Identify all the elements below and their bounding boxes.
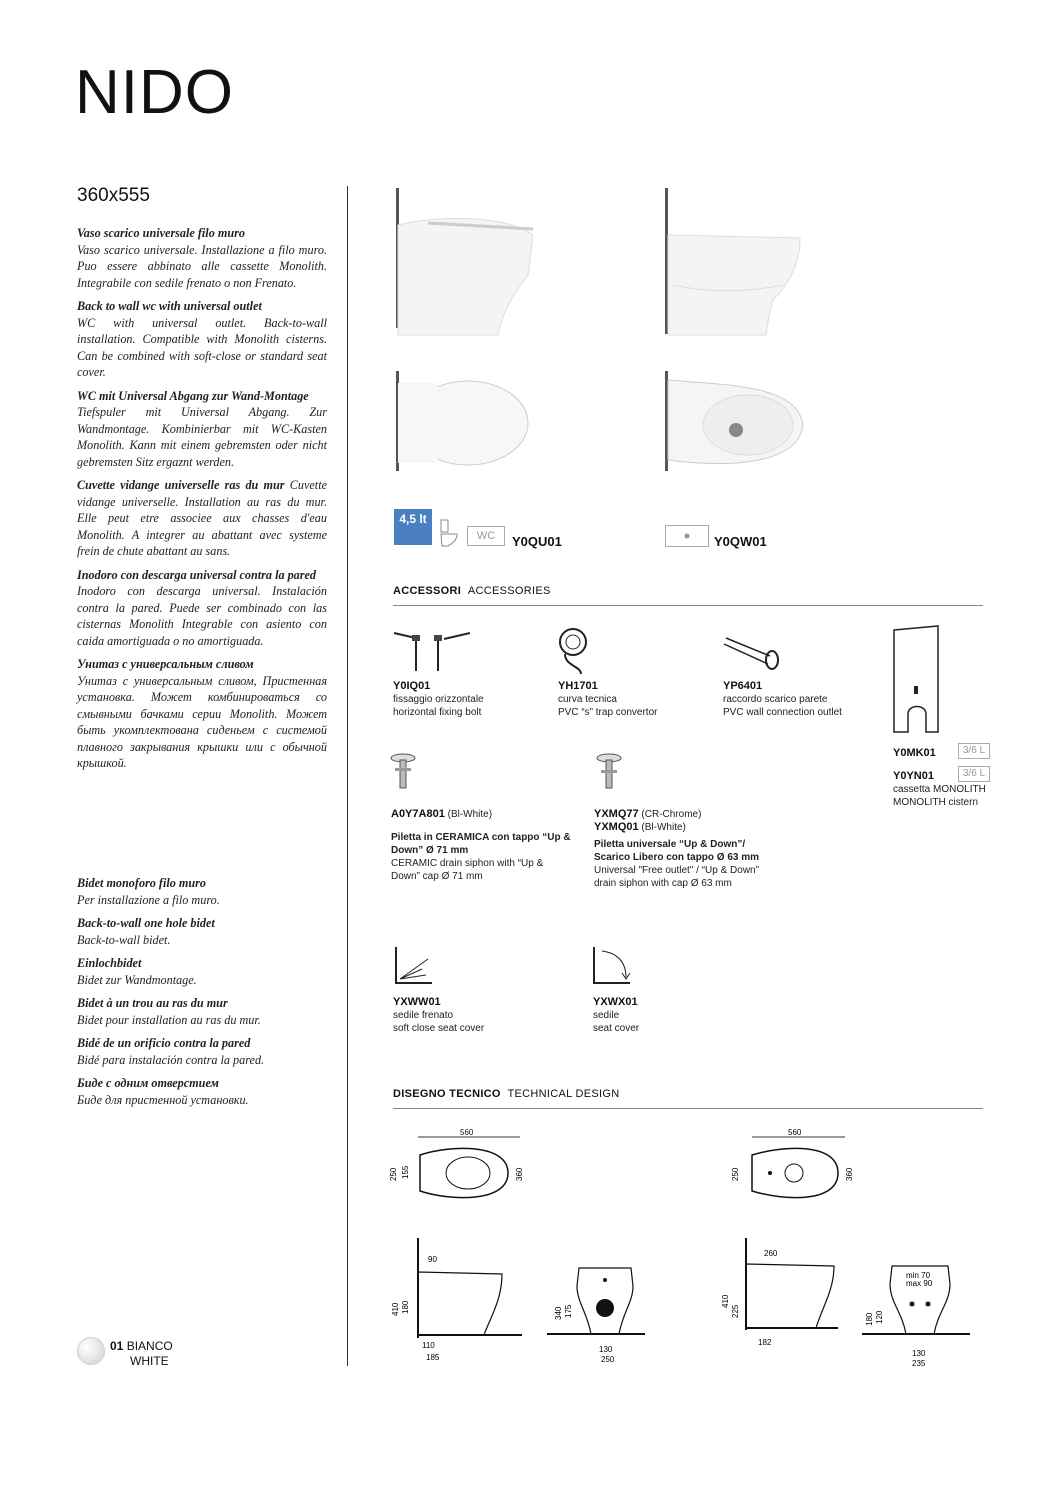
desc-fr: Cuvette vidange universelle ras du mur Cuvette vidange universelle. Installation au ras du mur. Elle peut etre associee aux chasses d'eau Monolith. A integrer au abattant avec systeme frein de chute abattant au sans. (77, 478, 327, 558)
svg-text:410: 410 (721, 1294, 730, 1308)
bidet-side-elevation (722, 1238, 842, 1353)
bdesc-de: Einlochbidet Bidet zur Wandmontage. (77, 956, 197, 987)
svg-text:120: 120 (875, 1310, 884, 1324)
svg-text:155: 155 (401, 1165, 410, 1179)
wall-outlet-icon (722, 630, 782, 672)
svg-text:410: 410 (391, 1302, 400, 1316)
hole-icon (666, 526, 708, 546)
svg-text:min 70: min 70 (906, 1271, 931, 1280)
bdesc-es: Bidé de un orificio contra la pared Bidé para instalación contra la pared. (77, 1036, 265, 1067)
wc-front-elevation (547, 1262, 647, 1362)
wc-code: Y0QU01 (512, 534, 562, 549)
bidet-plan-drawing (730, 1125, 860, 1210)
desc-ru: Унитаз с универсальным сливом Унитаз с универсальным сливом, Пристенная установка. Может комбинироваться со смывными бачками серии Monolith. Может быть укомплектована сиденьем с системой плавного закрывания крышки или с обычной крышкой. (77, 657, 327, 770)
accessory-YXMQ77: YXMQ77 (CR-Chrome) YXMQ01 (Bl-White) Piletta universale “Up & Down”/ Scarico Libero con tappo Ø 63 mm Universal "Free outlet" / “Up & Down” drain siphon with cap Ø 63 mm (594, 808, 760, 889)
svg-text:360: 360 (515, 1167, 524, 1181)
desc-de: WC mit Universal Abgang zur Wand-Montage Tiefspuler mit Universal Abgang. Zur Wandmontage. Kombinierbar mit WC-Kasten Monolith. Kann mit einem gebremsten oder nicht gebremsten Sitz ergaznt werden. (77, 388, 327, 469)
bidet-code: Y0QW01 (714, 534, 767, 549)
column-divider (347, 186, 348, 1366)
svg-text:130: 130 (599, 1345, 613, 1354)
drain-siphon-icon (386, 752, 420, 792)
bidet-top-photo (668, 380, 806, 472)
svg-text:235: 235 (912, 1359, 926, 1368)
monolith-cistern-icon (892, 624, 942, 736)
product-size: 360x555 (77, 185, 150, 206)
svg-text:340: 340 (554, 1306, 563, 1320)
cistern-badge-1: 3/6 L (958, 743, 990, 759)
svg-text:250: 250 (389, 1167, 398, 1181)
accessory-Y0IQ01: Y0IQ01 fissaggio orizzontale horizontal fixing bolt (393, 680, 484, 718)
svg-text:360: 360 (845, 1167, 854, 1181)
svg-text:260: 260 (764, 1249, 778, 1258)
section-rule (393, 605, 983, 606)
technical-heading: DISEGNO TECNICO TECHNICAL DESIGN (393, 1088, 620, 1100)
cistern-badge-2: 3/6 L (958, 766, 990, 782)
wc-side-elevation (390, 1238, 525, 1363)
bidet-side-photo (668, 230, 808, 335)
svg-text:225: 225 (731, 1304, 740, 1318)
flush-volume-badge: 4,5 lt (394, 509, 432, 545)
wc-box: WC (467, 526, 505, 546)
accessory-YXWX01: YXWX01 sedile seat cover (593, 996, 640, 1034)
svg-text:250: 250 (731, 1167, 740, 1181)
svg-text:560: 560 (788, 1128, 802, 1137)
universal-siphon-icon (592, 752, 626, 792)
svg-text:175: 175 (564, 1304, 573, 1318)
bdesc-it: Bidet monoforo filo muro Per installazione a filo muro. (77, 876, 220, 907)
s-trap-icon (555, 626, 595, 676)
bdesc-fr: Bidet à un trou au ras du mur Bidet pour installation au ras du mur. (77, 996, 261, 1027)
svg-text:180: 180 (401, 1300, 410, 1314)
svg-text:130: 130 (912, 1349, 926, 1358)
seat-cover-icon (590, 945, 632, 987)
svg-text:560: 560 (460, 1128, 474, 1137)
soft-close-seat-icon (392, 945, 434, 987)
svg-text:250: 250 (601, 1355, 615, 1364)
accessory-YH1701: YH1701 curva tecnica PVC “s” trap convertor (558, 680, 658, 718)
svg-text:180: 180 (865, 1312, 874, 1326)
accessory-Y0MK01: Y0MK01 (893, 747, 936, 759)
bdesc-en: Back-to-wall one hole bidet Back-to-wall bidet. (77, 916, 215, 947)
accessory-YP6401: YP6401 raccordo scarico parete PVC wall connection outlet (723, 680, 842, 718)
page-title: NIDO (75, 58, 234, 127)
accessory-A0Y7A801: A0Y7A801 (Bl-White) Piletta in CERAMICA con tappo “Up & Down” Ø 71 mm CERAMIC drain siphon with “Up & Down” cap Ø 71 mm (391, 808, 571, 882)
wc-top-photo (398, 378, 533, 473)
svg-text:110: 110 (422, 1341, 435, 1350)
bidet-box (665, 525, 709, 547)
wc-side-photo (398, 215, 538, 335)
bidet-description (77, 875, 327, 1115)
svg-text:182: 182 (758, 1338, 772, 1347)
svg-text:185: 185 (426, 1353, 440, 1362)
accessory-YXWW01: YXWW01 sedile frenato soft close seat cover (393, 996, 485, 1034)
desc-en: Back to wall wc with universal outlet WC with universal outlet. Back-to-wall installation. Compatible with Monolith cisterns. Can be combined with soft-close or standard seat cover. (77, 299, 327, 379)
toilet-icon (438, 518, 460, 548)
svg-text:max 90: max 90 (906, 1279, 933, 1288)
desc-es: Inodoro con descarga universal contra la pared Inodoro con descarga universal. Instalación contra la pared. Puede ser combinado con las cisternas Monolith Integrable con asiento con caida amortiguada o no amortiguada. (77, 567, 327, 648)
desc-it: Vaso scarico universale filo muro Vaso scarico universale. Installazione a filo muro. Puo essere abbinato alle cassette Monolith. Integrabile con sedile frenato o non Frenato. (77, 226, 327, 290)
finish-label: 01 BIANCO WHITE (110, 1339, 173, 1368)
wc-description (77, 225, 327, 779)
svg-text:90: 90 (428, 1255, 437, 1264)
accessories-heading: ACCESSORI ACCESSORIES (393, 585, 551, 597)
section-rule (393, 1108, 983, 1109)
accessory-Y0YN01: Y0YN01 cassetta MONOLITH MONOLITH cistern (893, 770, 986, 808)
fixing-bolt-icon (392, 625, 472, 673)
bdesc-ru: Биде с одним отверстием Биде для пристенной установки. (77, 1076, 249, 1107)
finish-swatch (77, 1337, 105, 1365)
wc-plan-drawing (390, 1125, 530, 1210)
bidet-front-elevation (862, 1262, 972, 1370)
